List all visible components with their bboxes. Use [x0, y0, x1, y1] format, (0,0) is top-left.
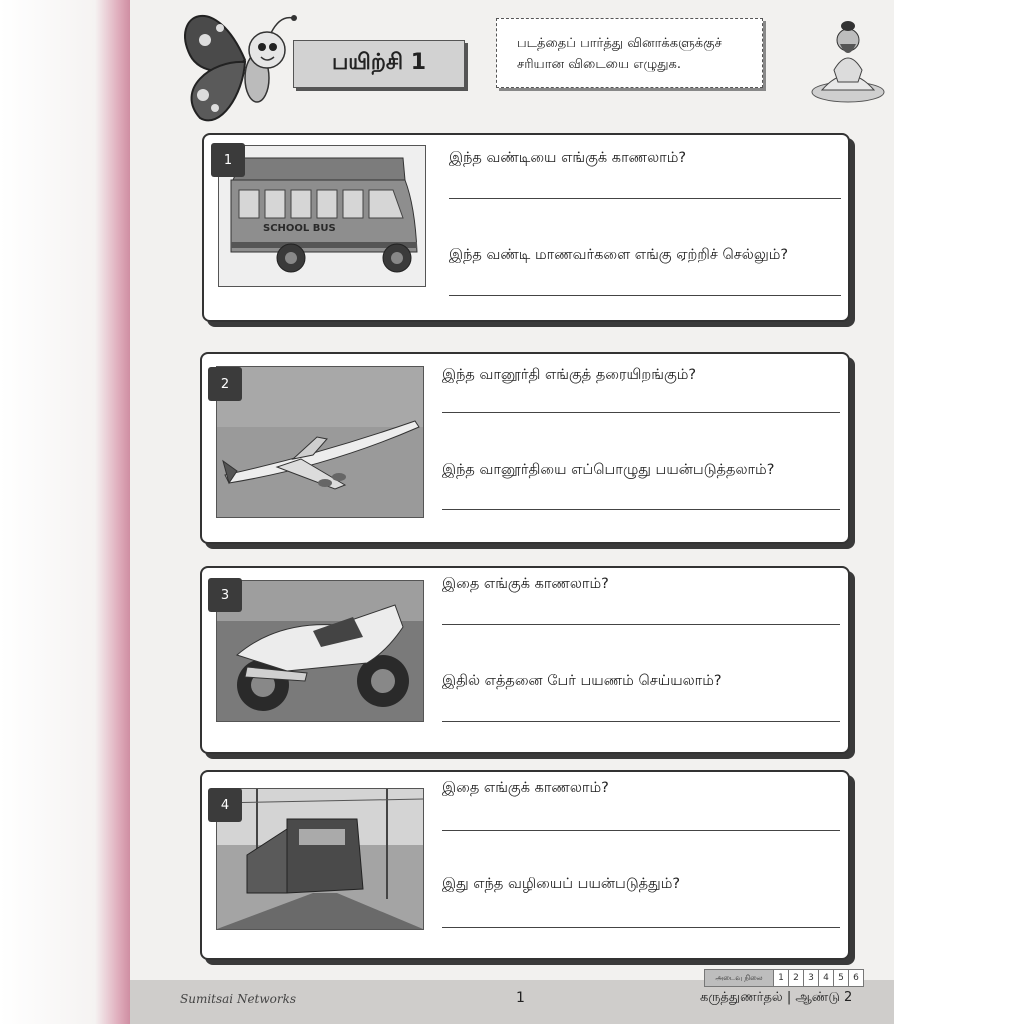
achievement-level-scale: [704, 969, 864, 987]
answer-line-1a[interactable]: [449, 198, 841, 199]
publisher-brand: Sumitsai Networks: [180, 992, 297, 1006]
instruction-box: [496, 18, 763, 88]
question-1a-text: இந்த வண்டியை எங்குக் காணலாம்?: [449, 150, 687, 166]
answer-line-4b[interactable]: [442, 927, 840, 928]
bus-sign: SCHOOL BUS: [263, 223, 336, 234]
instruction-line-1: படத்தைப் பார்த்து வினாக்களுக்குச்: [517, 36, 722, 51]
exercise-title-plate: [293, 40, 465, 88]
instruction-text: [517, 33, 722, 75]
question-3a-text: இதை எங்குக் காணலாம்?: [442, 576, 609, 592]
answer-line-2b[interactable]: [442, 509, 840, 510]
question-number-badge: 1: [211, 143, 245, 177]
level-cell[interactable]: 2: [788, 970, 803, 986]
exercise-title: பயிற்சி 1: [331, 50, 427, 75]
book-spine-edge: [0, 0, 130, 1024]
sage-figure-icon: [808, 10, 888, 105]
question-card-1: [202, 133, 850, 322]
level-cell[interactable]: 5: [833, 970, 848, 986]
question-card-2: [200, 352, 850, 544]
school-bus-image: [218, 145, 426, 287]
question-2b-text: இந்த வானூர்தியை எப்பொழுது பயன்படுத்தலாம்?: [442, 462, 775, 478]
question-4a-text: இதை எங்குக் காணலாம்?: [442, 780, 609, 796]
answer-line-1b[interactable]: [449, 295, 841, 296]
butterfly-mascot-icon: [175, 0, 305, 130]
answer-line-4a[interactable]: [442, 830, 840, 831]
answer-line-3b[interactable]: [442, 721, 840, 722]
level-cell[interactable]: 1: [773, 970, 788, 986]
level-label: அடைவு நிலை: [705, 970, 773, 986]
subject-year-label: கருத்துணர்தல் | ஆண்டு 2: [700, 990, 853, 1005]
question-2a-text: இந்த வானூர்தி எங்குத் தரையிறங்கும்?: [442, 367, 697, 383]
level-cell[interactable]: 4: [818, 970, 833, 986]
train-image: [216, 788, 424, 930]
worksheet-page: [130, 0, 894, 1024]
answer-line-2a[interactable]: [442, 412, 840, 413]
question-number-badge: 2: [208, 367, 242, 401]
instruction-line-2: சரியான விடையை எழுதுக.: [517, 57, 682, 72]
question-number-badge: 4: [208, 788, 242, 822]
right-margin: [894, 0, 1024, 1024]
airplane-image: [216, 366, 424, 518]
page-number: 1: [516, 990, 525, 1006]
question-3b-text: இதில் எத்தனை பேர் பயணம் செய்யலாம்?: [442, 673, 722, 689]
level-cell[interactable]: 3: [803, 970, 818, 986]
answer-line-3a[interactable]: [442, 624, 840, 625]
question-4b-text: இது எந்த வழியைப் பயன்படுத்தும்?: [442, 876, 681, 892]
question-card-4: [200, 770, 850, 960]
question-number-badge: 3: [208, 578, 242, 612]
question-card-3: [200, 566, 850, 754]
level-cell[interactable]: 6: [848, 970, 863, 986]
question-1b-text: இந்த வண்டி மாணவர்களை எங்கு ஏற்றிச் செல்லும்?: [449, 247, 789, 263]
motorcycle-image: [216, 580, 424, 722]
